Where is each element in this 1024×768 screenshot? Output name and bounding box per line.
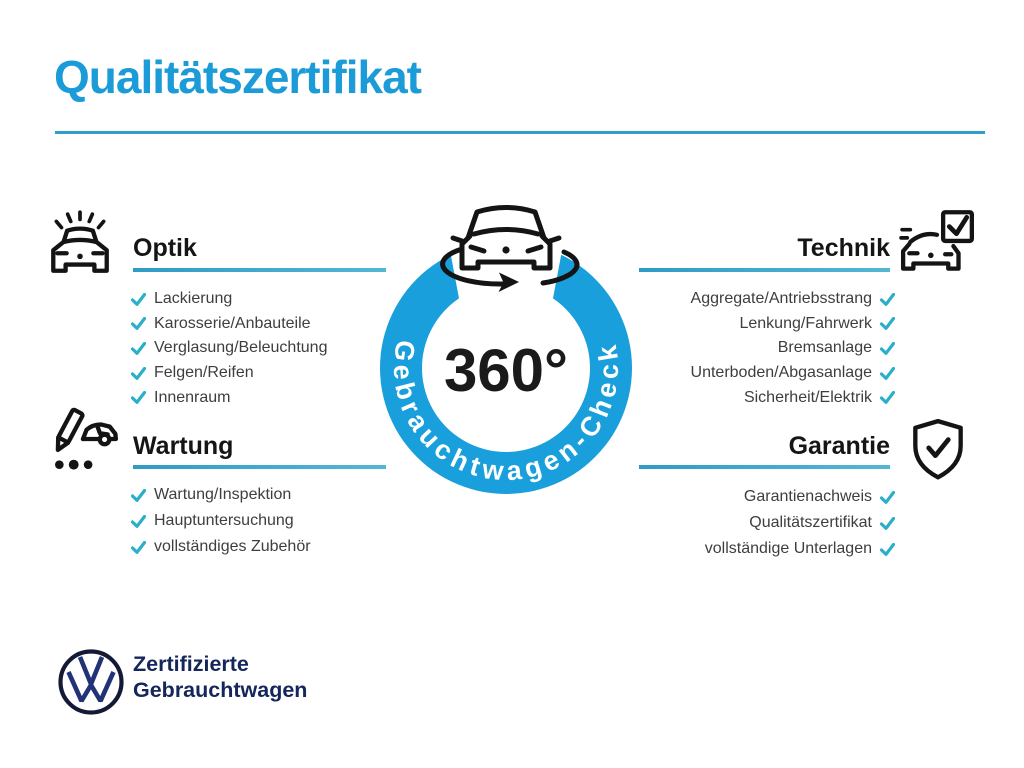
page-title: Qualitätszertifikat bbox=[54, 51, 421, 103]
section-title-garantie: Garantie bbox=[788, 432, 890, 460]
list-item bbox=[131, 287, 327, 312]
list-item-label: Felgen/Reifen bbox=[154, 364, 254, 382]
list-item bbox=[691, 385, 895, 410]
section-title-wartung: Wartung bbox=[133, 432, 234, 460]
list-item-label: Lackierung bbox=[154, 290, 233, 308]
check-icon bbox=[880, 491, 895, 504]
section-underline-garantie bbox=[639, 465, 890, 469]
list-item-label: vollständiges Zubehör bbox=[154, 538, 311, 555]
list-item bbox=[705, 484, 895, 510]
list-item-label: Bremsanlage bbox=[777, 339, 872, 357]
degrees-label: 360° bbox=[443, 337, 569, 404]
check-icon bbox=[131, 489, 146, 502]
list-item-label: Wartung/Inspektion bbox=[154, 486, 292, 503]
check-icon bbox=[131, 317, 146, 330]
list-item-label: Sicherheit/Elektrik bbox=[743, 388, 872, 406]
list-item-label: Lenkung/Fahrwerk bbox=[739, 314, 872, 332]
list-item bbox=[691, 336, 895, 361]
list-item bbox=[691, 312, 895, 337]
list-item-label: Innenraum bbox=[154, 388, 231, 406]
footer-brand-line2: Gebrauchtwagen bbox=[133, 678, 308, 702]
optik-checklist bbox=[131, 287, 327, 410]
check-icon bbox=[880, 543, 895, 556]
list-item bbox=[705, 536, 895, 562]
ring-label: Gebrauchtwagen-Check bbox=[387, 338, 625, 487]
check-icon bbox=[880, 342, 895, 355]
list-item-label: Aggregate/Antriebsstrang bbox=[690, 290, 872, 308]
technik-checklist bbox=[691, 287, 895, 410]
check-icon bbox=[880, 517, 895, 530]
check-icon bbox=[131, 515, 146, 528]
garantie-checklist bbox=[705, 484, 895, 562]
pencil-car-dots-icon bbox=[47, 407, 121, 473]
check-icon bbox=[880, 391, 895, 404]
list-item-label: Hauptuntersuchung bbox=[154, 512, 294, 529]
section-underline-technik bbox=[639, 268, 890, 272]
car-front-shine-icon bbox=[44, 206, 116, 280]
list-item-label: Garantienachweis bbox=[743, 488, 872, 505]
check-icon bbox=[131, 342, 146, 355]
list-item bbox=[691, 287, 895, 312]
footer-brand-line1: Zertifizierte bbox=[133, 652, 249, 676]
check-icon bbox=[880, 367, 895, 380]
list-item-label: Karosserie/Anbauteile bbox=[154, 314, 311, 332]
section-title-technik: Technik bbox=[797, 234, 890, 262]
list-item-label: vollständige Unterlagen bbox=[704, 540, 872, 557]
car-checkbox-icon bbox=[898, 207, 978, 279]
list-item bbox=[131, 312, 327, 337]
check-icon bbox=[880, 293, 895, 306]
list-item-label: Qualitätszertifikat bbox=[749, 514, 872, 531]
footer-brand-text bbox=[133, 651, 307, 703]
section-title-optik: Optik bbox=[133, 234, 197, 262]
check-icon bbox=[131, 541, 146, 554]
title-underline bbox=[55, 131, 985, 134]
list-item bbox=[131, 482, 311, 508]
check-icon bbox=[131, 293, 146, 306]
list-item bbox=[131, 361, 327, 386]
check-icon bbox=[880, 317, 895, 330]
list-item bbox=[131, 534, 311, 560]
list-item bbox=[705, 510, 895, 536]
section-underline-wartung bbox=[133, 465, 386, 469]
vw-logo bbox=[56, 647, 126, 717]
list-item-label: Verglasung/Beleuchtung bbox=[154, 339, 328, 357]
section-underline-optik bbox=[133, 268, 386, 272]
shield-check-icon bbox=[906, 417, 970, 485]
check-icon bbox=[131, 391, 146, 404]
wartung-checklist bbox=[131, 482, 311, 560]
list-item bbox=[131, 336, 327, 361]
check-icon bbox=[131, 367, 146, 380]
rotating-car-icon bbox=[443, 208, 577, 293]
list-item-label: Unterboden/Abgasanlage bbox=[690, 364, 872, 382]
list-item bbox=[691, 361, 895, 386]
list-item bbox=[131, 385, 327, 410]
360-check-badge bbox=[350, 185, 670, 525]
list-item bbox=[131, 508, 311, 534]
